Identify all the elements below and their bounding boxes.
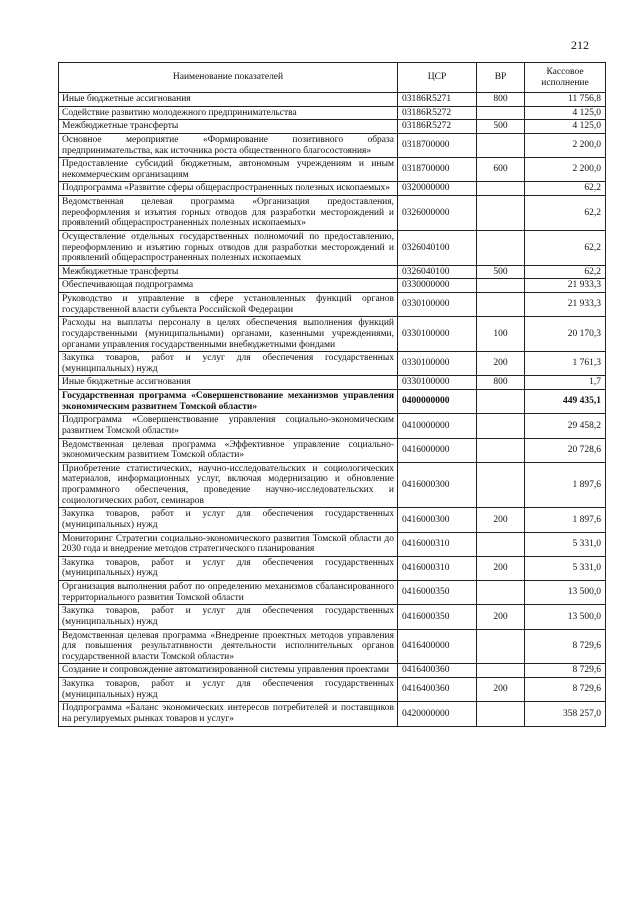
row-name: Закупка товаров, работ и услуг для обеспечения государственных (муниципальных) нужд: [59, 556, 398, 580]
row-name: Закупка товаров, работ и услуг для обеспечения государственных (муниципальных) нужд: [59, 352, 398, 376]
table-row: [59, 293, 606, 317]
row-vr: [477, 702, 525, 726]
row-name: Подпрограмма «Баланс экономических интересов потребителей и поставщиков на регулируемых рынках товаров и услуг»: [59, 702, 398, 726]
row-vr: 500: [477, 120, 525, 134]
row-csr: 0330100000: [398, 317, 477, 352]
row-vr: [477, 196, 525, 231]
row-name: Подпрограмма «Развитие сферы общераспространенных полезных ископаемых»: [59, 182, 398, 196]
budget-table: [58, 62, 606, 727]
table-row: [59, 230, 606, 265]
row-csr: 0330000000: [398, 279, 477, 293]
row-sum: 1 761,3: [525, 352, 606, 376]
row-name: Создание и сопровождение автоматизированной системы управления проектами: [59, 664, 398, 678]
row-sum: 5 331,0: [525, 556, 606, 580]
row-csr: 03186R5272: [398, 106, 477, 120]
row-vr: [477, 629, 525, 664]
row-sum: 449 435,1: [525, 390, 606, 414]
table-row: [59, 279, 606, 293]
table-row: [59, 352, 606, 376]
row-csr: 0326040100: [398, 265, 477, 279]
row-vr: 800: [477, 93, 525, 107]
row-sum: 13 500,0: [525, 605, 606, 629]
row-sum: 21 933,3: [525, 293, 606, 317]
row-csr: 0416400360: [398, 678, 477, 702]
row-vr: 500: [477, 265, 525, 279]
row-name: Расходы на выплаты персоналу в целях обеспечения выполнения функций государственными (муниципальными) органами, казенными учреждениями, органами управления государственными внебюджетными фондами: [59, 317, 398, 352]
row-csr: 0330100000: [398, 352, 477, 376]
table-row: [59, 133, 606, 157]
row-sum: 5 331,0: [525, 532, 606, 556]
row-sum: 8 729,6: [525, 629, 606, 664]
table-row: [59, 106, 606, 120]
row-csr: 0416400000: [398, 629, 477, 664]
row-name: Руководство и управление в сфере установленных функций органов государственной власти субъекта Российской Федерации: [59, 293, 398, 317]
row-csr: 03186R5272: [398, 120, 477, 134]
row-csr: 0326000000: [398, 196, 477, 231]
table-row: [59, 462, 606, 508]
row-csr: 0420000000: [398, 702, 477, 726]
row-sum: 29 458,2: [525, 414, 606, 438]
row-sum: 62,2: [525, 265, 606, 279]
row-vr: 200: [477, 605, 525, 629]
row-csr: 0330100000: [398, 376, 477, 390]
table-row: [59, 93, 606, 107]
row-vr: [477, 182, 525, 196]
row-name: Иные бюджетные ассигнования: [59, 93, 398, 107]
row-csr: 0330100000: [398, 293, 477, 317]
row-name: Содействие развитию молодежного предпринимательства: [59, 106, 398, 120]
table-row: [59, 390, 606, 414]
row-csr: 0416400360: [398, 664, 477, 678]
row-vr: 100: [477, 317, 525, 352]
row-vr: [477, 279, 525, 293]
row-sum: 21 933,3: [525, 279, 606, 293]
row-name: Государственная программа «Совершенствование механизмов управления экономическим развитием Томской области»: [59, 390, 398, 414]
table-row: [59, 120, 606, 134]
table-row: [59, 605, 606, 629]
header-csr: ЦСР: [398, 63, 477, 93]
table-row: [59, 414, 606, 438]
row-vr: [477, 581, 525, 605]
row-sum: 1,7: [525, 376, 606, 390]
row-name: Межбюджетные трансферты: [59, 120, 398, 134]
row-name: Закупка товаров, работ и услуг для обеспечения государственных (муниципальных) нужд: [59, 605, 398, 629]
row-sum: 20 728,6: [525, 438, 606, 462]
page-number: 212: [571, 38, 589, 52]
row-vr: [477, 133, 525, 157]
row-vr: [477, 438, 525, 462]
row-vr: [477, 462, 525, 508]
row-sum: 4 125,0: [525, 120, 606, 134]
row-sum: 1 897,6: [525, 508, 606, 532]
row-name: Приобретение статистических, научно-исследовательских и социологических материалов, информационных услуг, включая модернизацию и обновление программного обеспечения, проведение научно-исследовательских и социологических работ, семинаров: [59, 462, 398, 508]
row-sum: 8 729,6: [525, 678, 606, 702]
row-name: Подпрограмма «Совершенствование управления социально-экономическим развитием Томской области»: [59, 414, 398, 438]
row-name: Закупка товаров, работ и услуг для обеспечения государственных (муниципальных) нужд: [59, 508, 398, 532]
row-vr: 600: [477, 158, 525, 182]
row-sum: 20 170,3: [525, 317, 606, 352]
row-name: Основное мероприятие «Формирование позитивного образа предпринимательства, как источника роста общественного благосостояния»: [59, 133, 398, 157]
row-name: Иные бюджетные ассигнования: [59, 376, 398, 390]
header-name: Наименование показателей: [59, 63, 398, 93]
row-sum: 11 756,8: [525, 93, 606, 107]
row-name: Межбюджетные трансферты: [59, 265, 398, 279]
table-row: [59, 629, 606, 664]
table-row: [59, 581, 606, 605]
header-sum: Кассовое исполнение: [525, 63, 606, 93]
table-row: [59, 265, 606, 279]
row-name: Ведомственная целевая программа «Эффективное управление социально-экономическим развитием Томской области»: [59, 438, 398, 462]
row-csr: 0318700000: [398, 133, 477, 157]
table-row: [59, 158, 606, 182]
row-vr: 200: [477, 352, 525, 376]
row-sum: 62,2: [525, 182, 606, 196]
row-csr: 0416000310: [398, 556, 477, 580]
row-csr: 0416000300: [398, 508, 477, 532]
row-vr: [477, 532, 525, 556]
table-row: [59, 702, 606, 726]
row-vr: 200: [477, 508, 525, 532]
row-name: Обеспечивающая подпрограмма: [59, 279, 398, 293]
row-sum: 13 500,0: [525, 581, 606, 605]
row-sum: 1 897,6: [525, 462, 606, 508]
row-name: Мониторинг Стратегии социально-экономического развития Томской области до 2030 года и внедрение методов стратегического планирования: [59, 532, 398, 556]
row-name: Предоставление субсидий бюджетным, автономным учреждениям и иным некоммерческим организациям: [59, 158, 398, 182]
table-row: [59, 182, 606, 196]
row-name: Закупка товаров, работ и услуг для обеспечения государственных (муниципальных) нужд: [59, 678, 398, 702]
row-vr: [477, 390, 525, 414]
row-csr: 03186R5271: [398, 93, 477, 107]
header-vr: ВР: [477, 63, 525, 93]
row-vr: [477, 664, 525, 678]
row-sum: 4 125,0: [525, 106, 606, 120]
row-csr: 0416000310: [398, 532, 477, 556]
row-csr: 0318700000: [398, 158, 477, 182]
row-csr: 0320000000: [398, 182, 477, 196]
row-vr: [477, 414, 525, 438]
table-row: [59, 317, 606, 352]
row-csr: 0410000000: [398, 414, 477, 438]
row-csr: 0416000350: [398, 605, 477, 629]
row-name: Осуществление отдельных государственных полномочий по предоставлению, переоформлению и изъятию горных отводов для разработки месторождений и проявлений общераспространенных полезных ископаемых: [59, 230, 398, 265]
row-sum: 8 729,6: [525, 664, 606, 678]
row-vr: 200: [477, 678, 525, 702]
row-vr: 800: [477, 376, 525, 390]
row-csr: 0416000350: [398, 581, 477, 605]
row-csr: 0400000000: [398, 390, 477, 414]
table-row: [59, 664, 606, 678]
row-vr: 200: [477, 556, 525, 580]
row-sum: 62,2: [525, 196, 606, 231]
table-row: [59, 508, 606, 532]
table-row: [59, 678, 606, 702]
row-sum: 2 200,0: [525, 133, 606, 157]
row-sum: 358 257,0: [525, 702, 606, 726]
row-vr: [477, 106, 525, 120]
row-vr: [477, 230, 525, 265]
table-row: [59, 438, 606, 462]
table-row: [59, 556, 606, 580]
row-name: Ведомственная целевая программа «Внедрение проектных методов управления для повышения результативности деятельности исполнительных органов государственной власти Томской области»: [59, 629, 398, 664]
row-sum: 2 200,0: [525, 158, 606, 182]
row-name: Ведомственная целевая программа «Организация предоставления, переоформления и изъятия горных отводов для разработки месторождений и проявлений общераспространенных полезных ископаемых»: [59, 196, 398, 231]
row-csr: 0416000000: [398, 438, 477, 462]
row-sum: 62,2: [525, 230, 606, 265]
row-name: Организация выполнения работ по определению механизмов сбалансированного территориального развития Томской области: [59, 581, 398, 605]
row-csr: 0416000300: [398, 462, 477, 508]
table-header-row: [59, 63, 606, 93]
row-vr: [477, 293, 525, 317]
table-row: [59, 196, 606, 231]
row-csr: 0326040100: [398, 230, 477, 265]
table-row: [59, 532, 606, 556]
table-row: [59, 376, 606, 390]
